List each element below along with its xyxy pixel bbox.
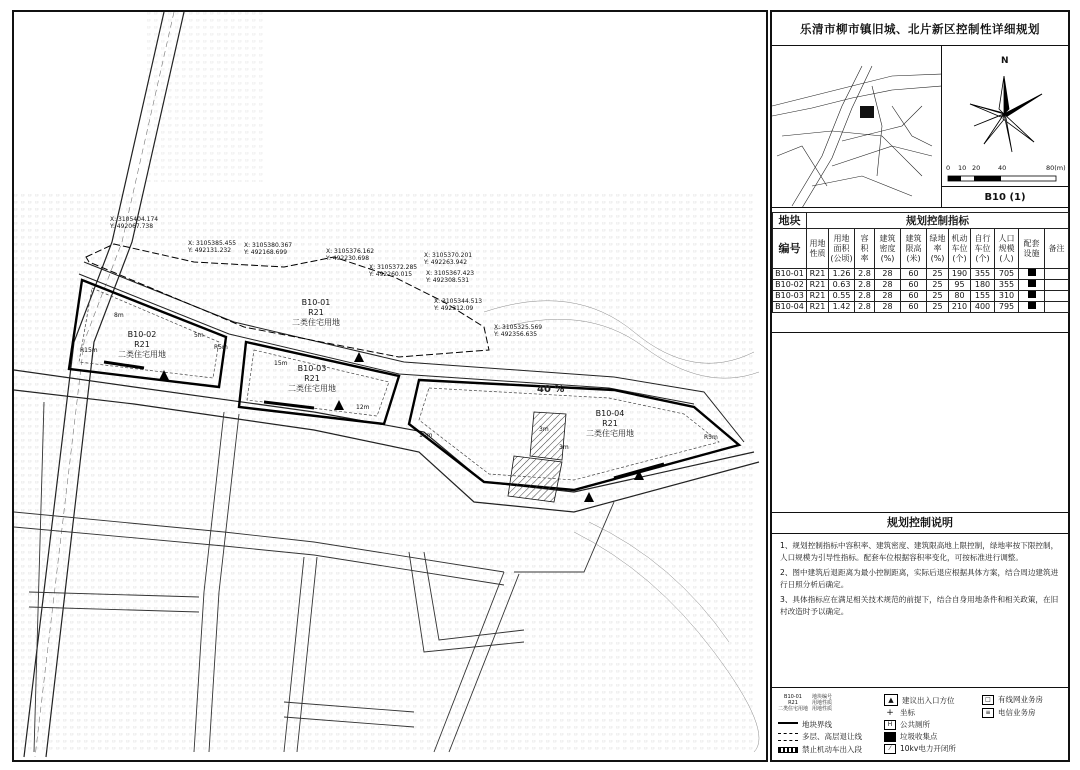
parcel-name: 二类住宅用地 <box>586 429 634 438</box>
coord-label: X: 3105372.285 Y: 492260.015 <box>369 264 418 278</box>
setback-label: 10m <box>419 432 433 439</box>
table-header-plot-number: 编号 <box>773 229 807 269</box>
table-cell: 28 <box>875 291 901 302</box>
parcel-label-b10-01 <box>292 298 340 328</box>
table-row <box>773 291 1069 302</box>
north-label: N <box>1001 56 1009 66</box>
map-canvas <box>14 12 766 760</box>
parcel-use: R21 <box>602 419 618 428</box>
setback-label: 3m <box>559 444 569 451</box>
map-frame <box>12 10 768 762</box>
table-cell: 25 <box>927 291 949 302</box>
table-cell: 28 <box>875 269 901 280</box>
setback-label: R5m <box>214 344 228 351</box>
table-cell: 400 <box>971 302 995 313</box>
table-cell: 2.8 <box>855 280 875 291</box>
table-header: 备注 <box>1045 229 1069 269</box>
parcel-code: B10-04 <box>595 409 625 418</box>
table-cell: R21 <box>807 269 829 280</box>
parcel-code: B10-02 <box>127 330 157 339</box>
table-cell: 60 <box>901 280 927 291</box>
title-cell <box>772 12 1068 46</box>
table-cell: 155 <box>971 291 995 302</box>
parcel-name: 二类住宅用地 <box>292 318 340 327</box>
table-cell: 60 <box>901 291 927 302</box>
sheet-code-cell <box>942 186 1068 208</box>
table-cell: 2.8 <box>855 269 875 280</box>
location-map <box>772 46 942 208</box>
sheet-code: B10 (1) <box>984 191 1026 203</box>
table-row <box>773 280 1069 291</box>
table-cell: 355 <box>995 280 1019 291</box>
location-map-canvas <box>772 46 942 208</box>
table-header-plot: 地块 <box>773 213 807 229</box>
coord-label: X: 3105404.174 Y: 492067.738 <box>110 216 159 230</box>
legend-no-vehicle: 禁止机动车出入段 <box>778 744 862 755</box>
cable-room-icon: □ <box>982 695 994 705</box>
table-cell: 0.55 <box>829 291 855 302</box>
table-cell: R21 <box>807 280 829 291</box>
parcel-use: R21 <box>308 308 324 317</box>
table-cell: 25 <box>927 302 949 313</box>
table-header: 用地 性质 <box>807 229 829 269</box>
compass-scale-cell <box>942 46 1068 186</box>
scale-bar <box>942 174 1068 186</box>
coord-label: X: 3105380.367 Y: 492168.699 <box>244 242 293 256</box>
setback-label: 12m <box>356 404 370 411</box>
parcel-name: 二类住宅用地 <box>118 350 166 359</box>
table-header: 自行 车位 (个) <box>971 229 995 269</box>
table-cell: 2.8 <box>855 302 875 313</box>
coord-label: X: 3105325.569 Y: 492356.635 <box>494 324 543 338</box>
table-cell: 0.63 <box>829 280 855 291</box>
coord-label: X: 3105367.423 Y: 492308.531 <box>426 270 475 284</box>
legend-label-sample: B10-01 R21 二类住宅用地 <box>778 694 809 712</box>
plan-title: 乐清市柳市镇旧城、北片新区控制性详细规划 <box>800 21 1040 36</box>
table-cell: 310 <box>995 291 1019 302</box>
parcel-use: R21 <box>304 374 320 383</box>
garbage-icon <box>884 732 896 742</box>
legend-cable-room: □ 有线网业务房 <box>982 694 1043 705</box>
parcel-code: B10-01 <box>301 298 331 307</box>
notes-title: 规划控制说明 <box>772 513 1068 534</box>
table-cell: B10-03 <box>773 291 807 302</box>
facility-icon <box>1019 291 1045 302</box>
telecom-room-icon: ≡ <box>982 708 994 718</box>
parcel-name: 二类住宅用地 <box>288 384 336 393</box>
parcel-label-b10-04 <box>586 409 634 439</box>
table-cell-remark <box>1045 269 1069 280</box>
table-header: 容 积 率 <box>855 229 875 269</box>
legend-coordinate: + 坐标 <box>884 707 915 718</box>
table-cell: 1.26 <box>829 269 855 280</box>
legend-label-sample-notes: 地块编号 用地性质 用地性质 <box>812 694 833 712</box>
facility-icon <box>1019 302 1045 313</box>
scale-tick-10: 10 <box>958 164 967 172</box>
table-cell: 80 <box>949 291 971 302</box>
table-cell: 705 <box>995 269 1019 280</box>
legend-power: ⁄ 10kv电力开闭所 <box>884 743 956 754</box>
legend-garbage: 垃圾收集点 <box>884 731 938 742</box>
legend-setback-line: 多层、高层退让线 <box>778 731 862 742</box>
table-cell: 60 <box>901 269 927 280</box>
triangle-icon: ▲ <box>884 694 898 706</box>
setback-label: R5m <box>704 434 718 441</box>
table-cell-remark <box>1045 280 1069 291</box>
table-cell-remark <box>1045 302 1069 313</box>
legend-toilet: H 公共厕所 <box>884 719 930 730</box>
table-group-title: 规划控制指标 <box>807 213 1069 229</box>
table-header: 机动 车位 (个) <box>949 229 971 269</box>
scale-tick-0: 0 <box>946 164 951 172</box>
table-header: 建筑 限高 (米) <box>901 229 927 269</box>
table-cell: 2.8 <box>855 291 875 302</box>
control-index-table <box>772 212 1069 313</box>
facility-icon <box>1019 280 1045 291</box>
setback-label: 5m <box>194 332 204 339</box>
parcel-label-b10-03 <box>288 364 336 394</box>
note-item: 2、图中建筑后退距离为最小控制距离，实际后退应根据具体方案，结合周边建筑进行日照分析后确定。 <box>780 568 1059 589</box>
table-cell: B10-01 <box>773 269 807 280</box>
scale-tick-80: 80(m) <box>1046 164 1066 172</box>
table-header: 建筑 密度 (%) <box>875 229 901 269</box>
setback-label: 15m <box>274 360 288 367</box>
table-body <box>773 269 1069 313</box>
table-cell: 355 <box>971 269 995 280</box>
table-cell: 25 <box>927 280 949 291</box>
location-highlight <box>860 106 874 118</box>
table-cell: B10-04 <box>773 302 807 313</box>
table-cell: 180 <box>971 280 995 291</box>
table-cell: B10-02 <box>773 280 807 291</box>
index-table-cell <box>772 212 1068 332</box>
table-row <box>773 269 1069 280</box>
parcel-label-b10-02 <box>118 330 166 360</box>
notes-section <box>772 512 1068 687</box>
title-block-panel <box>770 10 1070 762</box>
table-cell: 25 <box>927 269 949 280</box>
note-item: 3、具体指标应在满足相关技术规范的前提下，结合自身用地条件和相关政策，在旧村改造时予以确定。 <box>780 595 1059 616</box>
parcel-use: R21 <box>134 340 150 349</box>
coord-label: X: 3105344.513 Y: 492312.09 <box>434 298 483 312</box>
table-blank-area <box>772 332 1068 512</box>
legend-telecom-room: ≡ 电信业务房 <box>982 707 1036 718</box>
facility-icon <box>1019 269 1045 280</box>
setback-label: R15m <box>80 347 98 354</box>
table-header: 绿地 率 (%) <box>927 229 949 269</box>
table-cell: 190 <box>949 269 971 280</box>
north-arrow-icon <box>942 64 1068 174</box>
green-ratio-label: 40 % <box>537 384 565 395</box>
table-cell: 210 <box>949 302 971 313</box>
table-cell: 95 <box>949 280 971 291</box>
legend-section <box>772 687 1068 760</box>
table-header: 人口 规模 (人) <box>995 229 1019 269</box>
table-cell: R21 <box>807 291 829 302</box>
table-row <box>773 302 1069 313</box>
setback-label: 3m <box>539 426 549 433</box>
note-item: 1、规划控制指标中容积率、建筑密度、建筑限高地上限控制，绿地率按下限控制，人口规模为引导性指标。配套车位根据容积率变化，可按标准进行调整。 <box>780 541 1059 562</box>
toilet-icon: H <box>884 720 896 730</box>
parcel-code: B10-03 <box>297 364 327 373</box>
table-header: 配套 设施 <box>1019 229 1045 269</box>
table-cell: 60 <box>901 302 927 313</box>
table-cell: 28 <box>875 280 901 291</box>
coord-label: X: 3105370.201 Y: 492263.942 <box>424 252 473 266</box>
legend-entrance: ▲ 建议出入口方位 <box>884 694 955 706</box>
scale-tick-40: 40 <box>998 164 1007 172</box>
crosshair-icon: + <box>886 707 894 718</box>
coord-label: X: 3105385.455 Y: 492131.232 <box>188 240 237 254</box>
coord-label: X: 3105376.162 Y: 492230.698 <box>326 248 375 262</box>
power-switch-icon: ⁄ <box>884 744 896 754</box>
scale-tick-20: 20 <box>972 164 981 172</box>
table-cell: R21 <box>807 302 829 313</box>
legend-parcel-boundary: 地块界线 <box>778 718 832 730</box>
table-cell: 1.42 <box>829 302 855 313</box>
setback-label: 8m <box>114 312 124 319</box>
table-header: 用地 面积 (公顷) <box>829 229 855 269</box>
table-cell: 795 <box>995 302 1019 313</box>
table-cell-remark <box>1045 291 1069 302</box>
table-cell: 28 <box>875 302 901 313</box>
